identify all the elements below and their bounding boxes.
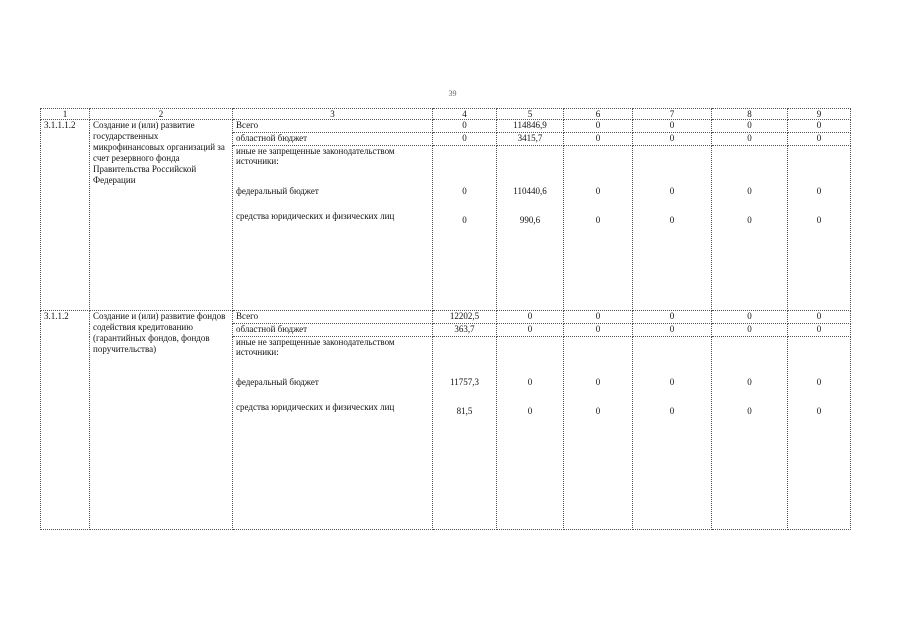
table-header-row [41, 109, 851, 120]
value-cell: 0 [633, 324, 712, 337]
value-cell: 0 [497, 311, 564, 324]
federal-budget-label: федеральный бюджет [236, 186, 319, 196]
value-cell: 0 [788, 311, 851, 324]
value-cell: 0 0 [788, 337, 851, 530]
source-label: Всего [233, 120, 433, 133]
column-number-header: 2 [90, 109, 233, 120]
column-number-header: 3 [233, 109, 433, 120]
value-cell: 12202,5 [433, 311, 497, 324]
source-label: Всего [233, 311, 433, 324]
value-cell: 0 [712, 120, 788, 133]
value-cell: 0 [788, 324, 851, 337]
value-cell: 0 [633, 311, 712, 324]
legal-entities-label: средства юридических и физических лиц [236, 402, 395, 412]
value-cell: 0 0 [712, 146, 788, 311]
value-cell: 0 [788, 133, 851, 146]
federal-budget-label: федеральный бюджет [236, 377, 319, 387]
value-cell: 0 0 [633, 337, 712, 530]
other-sources-note: иные не запрещенные законодательством источники: [236, 337, 395, 357]
source-label: областной бюджет [233, 133, 433, 146]
column-number-header: 4 [433, 109, 497, 120]
value-cell: 0 [633, 120, 712, 133]
source-breakdown [233, 146, 433, 311]
item-description: Создание и (или) развитие фондов содействия кредитованию (гарантийных фондов, фондов поручительства) [90, 311, 233, 530]
value-cell: 0 0 [564, 146, 633, 311]
value-cell: 0 0 [633, 146, 712, 311]
value-cell: 0 [564, 324, 633, 337]
value-cell: 0 0 [788, 146, 851, 311]
value-cell: 3415,7 [497, 133, 564, 146]
value-cell: 0 [433, 133, 497, 146]
column-number-header: 6 [564, 109, 633, 120]
legal-entities-label: средства юридических и физических лиц [236, 211, 395, 221]
value-cell: 0 [633, 133, 712, 146]
value-cell: 0 [497, 324, 564, 337]
item-code: 3.1.1.2 [41, 311, 90, 530]
other-sources-note: иные не запрещенные законодательством источники: [236, 146, 395, 166]
value-cell: 0 [712, 133, 788, 146]
source-label: областной бюджет [233, 324, 433, 337]
value-cell: 0 [788, 120, 851, 133]
item-description: Создание и (или) развитие государственных микрофинансовых организаций за счет резервного фонда Правительства Российской Федерации [90, 120, 233, 311]
value-cell: 0 [564, 133, 633, 146]
page-number: 39 [448, 89, 457, 98]
value-cell: 0 [564, 311, 633, 324]
value-cell: 0 [433, 120, 497, 133]
item-code: 3.1.1.1.2 [41, 120, 90, 311]
value-cell: 0 0 [433, 146, 497, 311]
column-number-header: 9 [788, 109, 851, 120]
value-cell: 11757,3 81,5 [433, 337, 497, 530]
value-cell: 0 0 [497, 337, 564, 530]
value-cell: 0 0 [712, 337, 788, 530]
value-cell: 0 [712, 311, 788, 324]
value-cell: 0 [564, 120, 633, 133]
column-number-header: 1 [41, 109, 90, 120]
value-cell: 363,7 [433, 324, 497, 337]
source-breakdown [233, 337, 433, 530]
table-row [41, 120, 851, 133]
value-cell: 110440,6 990,6 [497, 146, 564, 311]
budget-table [40, 108, 851, 530]
value-cell: 114846,9 [497, 120, 564, 133]
column-number-header: 8 [712, 109, 788, 120]
value-cell: 0 0 [564, 337, 633, 530]
table-row [41, 311, 851, 324]
column-number-header: 7 [633, 109, 712, 120]
column-number-header: 5 [497, 109, 564, 120]
value-cell: 0 [712, 324, 788, 337]
